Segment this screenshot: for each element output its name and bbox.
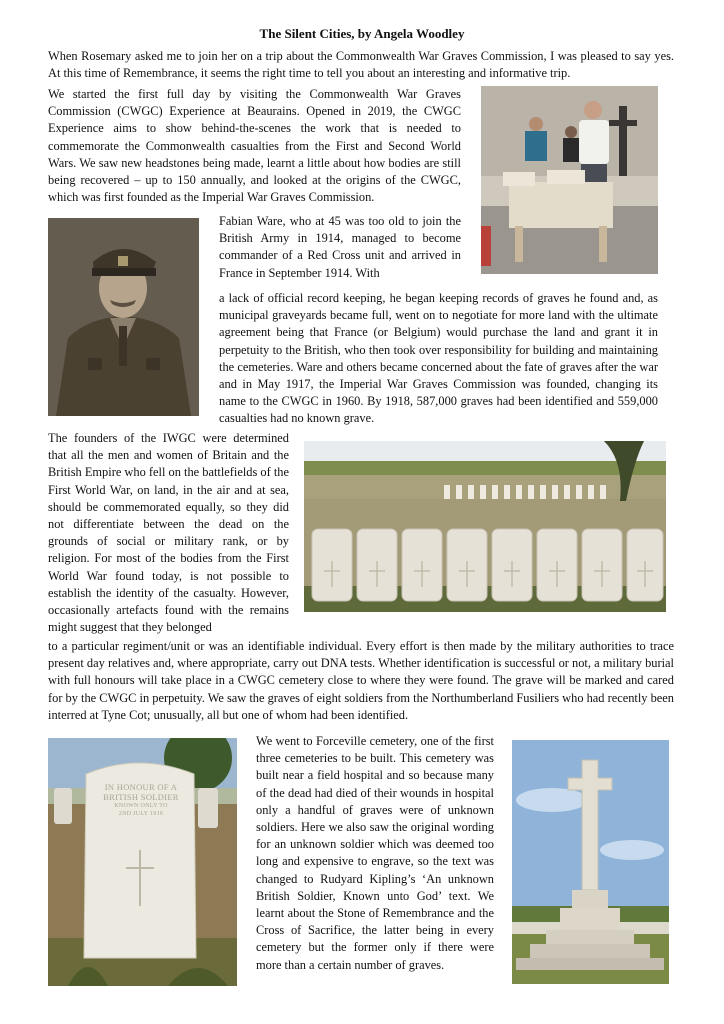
article-title: The Silent Cities, by Angela Woodley bbox=[259, 26, 465, 41]
photo-fabian-ware-portrait bbox=[48, 218, 199, 416]
photo-cross-of-sacrifice bbox=[512, 740, 669, 984]
headstone-line-1: IN HONOUR OF A bbox=[104, 782, 178, 792]
headstone-inscription bbox=[88, 782, 194, 818]
headstone-line-2: BRITISH SOLDIER bbox=[103, 792, 179, 802]
headstone-line-4: 2ND JULY 1916 bbox=[118, 811, 164, 817]
paragraph-beaurains: We started the first full day by visiting the Commonwealth War Graves Commission (CWGC) Experience at Beaurains. Opened in 2019, the CWGC Experience aims to show behind-the-scenes the work that is needed to commemorate the Commonwealth casualties from the First and Second World Wars. We saw new headstones being made, learnt a little about how bodies are still being recovered – up to 150 annually, and looked at the origins of the CWGC, which was first founded as the Imperial War Graves Commission. bbox=[48, 87, 461, 205]
paragraph-iwgc-start: The founders of the IWGC were determined that all the men and women of Britain and the British Empire who fell on the battlefields of the First World War, on land, in the air and at sea, should be commemorated equally, so they did not differentiate between the dead on the grounds of social or military rank, or by religion. For most of the bodies from the First World War found today, is not possible to establish the identity of the casualty. However, occasionally artefacts found with the remains might suggest that they belonged bbox=[48, 431, 289, 635]
photo-workshop bbox=[481, 86, 658, 274]
intro-paragraph: When Rosemary asked me to join her on a trip about the Commonwealth War Graves Commission, I was pleased to say yes. At this time of Remembrance, it seems the right time to tell you about an interesting and informative trip. bbox=[48, 49, 674, 81]
headstone-line-3: KNOWN ONLY TO bbox=[114, 803, 168, 809]
headstone-image bbox=[48, 738, 237, 986]
graves-row-image bbox=[304, 441, 666, 612]
portrait-image bbox=[48, 218, 199, 416]
paragraph-fabian-ware-rest: a lack of official record keeping, he began keeping records of graves he found and, as municipal graveyards became full, went on to negotiate for more land with the ultimate agreement being that France (or Belgium) would purchase the land and grant it in perpetuity to the British, who then took over responsibility for building and maintaining the cemeteries. Ware and others became concerned about the fate of graves after the war and in May 1917, the Imperial War Graves Commission was founded, changing its name to the CWGC in 1960. By 1918, 587,000 graves had been identified and 559,000 casualties had no known grave. bbox=[219, 291, 658, 426]
paragraph-fabian-ware-start: Fabian Ware, who at 45 was too old to join the British Army in 1914, managed to become commander of a Red Cross unit and arrived in France in September 1914. With bbox=[219, 214, 461, 280]
paragraph-forceville: We went to Forceville cemetery, one of the first three cemeteries to be built. This cemetery was built near a field hospital and so because many of the dead had died of their wounds in hospital only a handful of graves were of unknown soldiers. Here we also saw the original wording for an unknown soldier which was deemed too long and expensive to engrave, so the text was changed to Rudyard Kipling’s ‘An unknown British Soldier, Known unto God’ text. We learnt about the Stone of Remembrance and the Cross of Sacrifice, the latter being in every cemetery but the former only if there were more than a certain number of graves. bbox=[256, 734, 494, 972]
photo-unknown-soldier-headstone bbox=[48, 738, 237, 986]
cross-image bbox=[512, 740, 669, 984]
photo-tyne-cot-graves bbox=[304, 441, 666, 612]
paragraph-iwgc-rest: to a particular regiment/unit or was an identifiable individual. Every effort is then made by the military authorities to trace present day relatives and, where appropriate, carry out DNA tests. Whether identification is successful or not, a military burial with full honours will take place in a CWGC cemetery close to where they were found. The grave will be marked and cared for by the CWGC in perpetuity. We saw the graves of eight soldiers from the Northumberland Fusiliers who had recently been interred at Tyne Cot; unusually, all but one of whom had been identified. bbox=[48, 639, 674, 722]
workshop-image bbox=[481, 86, 658, 274]
